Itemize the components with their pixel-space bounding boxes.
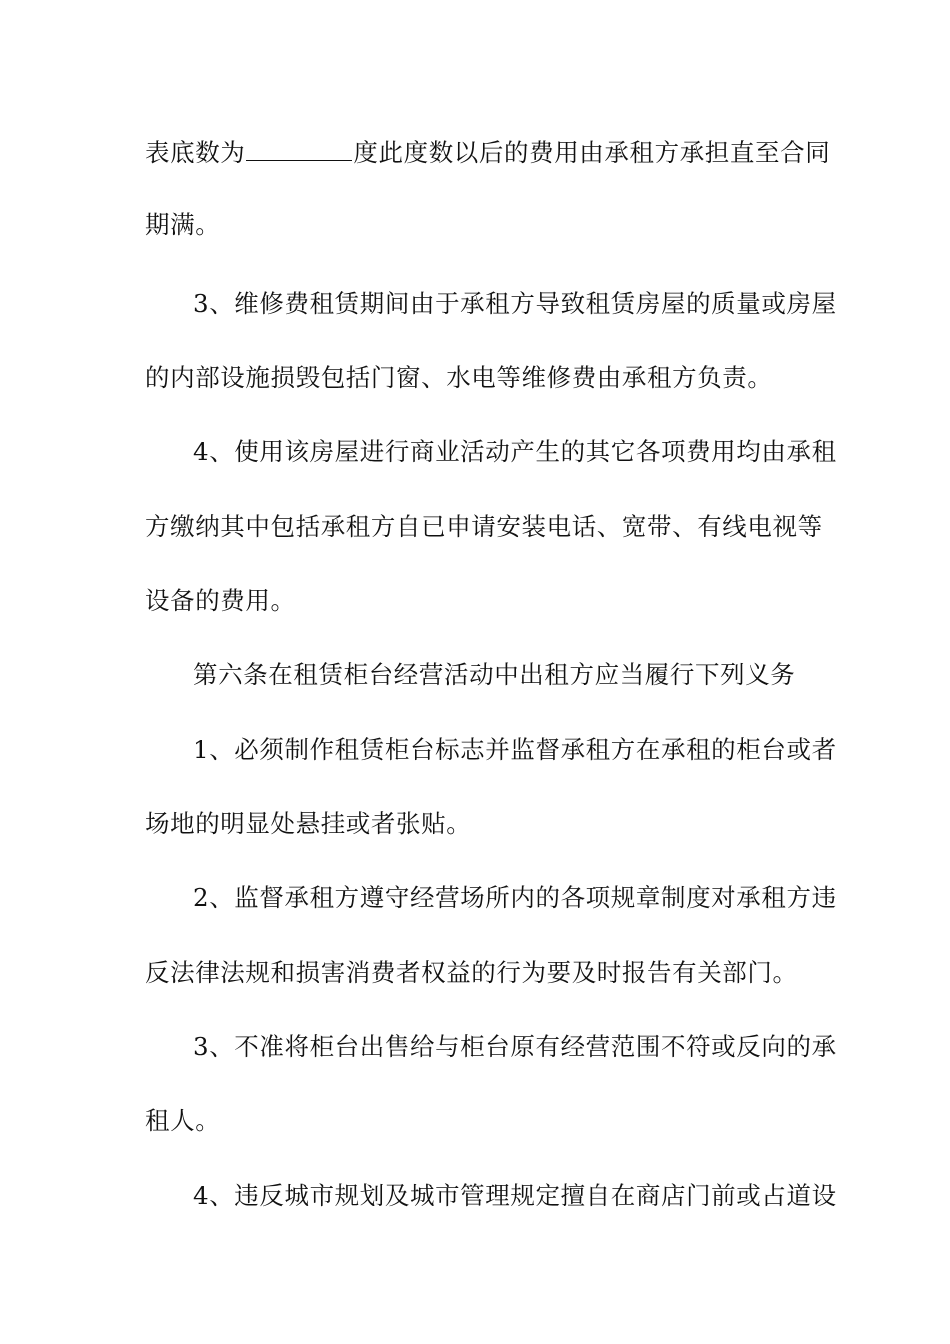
paragraph-line: 4、违反城市规划及城市管理规定擅自在商店门前或占道设 <box>193 1181 837 1210</box>
fill-in-blank <box>246 136 352 161</box>
paragraph-line: 租人。 <box>145 1106 221 1135</box>
paragraph-line: 3、维修费租赁期间由于承租方导致租赁房屋的质量或房屋 <box>193 289 837 318</box>
paragraph-line: 设备的费用。 <box>145 586 296 615</box>
paragraph-line: 3、不准将柜台出售给与柜台原有经营范围不符或反向的承 <box>193 1032 837 1061</box>
section-heading: 第六条在租赁柜台经营活动中出租方应当履行下列义务 <box>193 660 796 689</box>
paragraph-line: 1、必须制作租赁柜台标志并监督承租方在承租的柜台或者 <box>193 735 837 764</box>
text-segment: 表底数为 <box>145 138 246 167</box>
paragraph-line: 4、使用该房屋进行商业活动产生的其它各项费用均由承租 <box>193 437 837 466</box>
paragraph-line: 的内部设施损毁包括门窗、水电等维修费由承租方负责。 <box>145 363 773 392</box>
text-segment: 度此度数以后的费用由承租方承担直至合同 <box>353 138 831 167</box>
paragraph-line: 2、监督承租方遵守经营场所内的各项规章制度对承租方违 <box>193 883 837 912</box>
paragraph-line: 反法律法规和损害消费者权益的行为要及时报告有关部门。 <box>145 958 798 987</box>
paragraph-line: 方缴纳其中包括承租方自已申请安装电话、宽带、有线电视等 <box>145 512 823 541</box>
paragraph-line: 期满。 <box>145 210 221 239</box>
paragraph-line: 场地的明显处悬挂或者张贴。 <box>145 809 472 838</box>
paragraph-line <box>145 135 831 171</box>
